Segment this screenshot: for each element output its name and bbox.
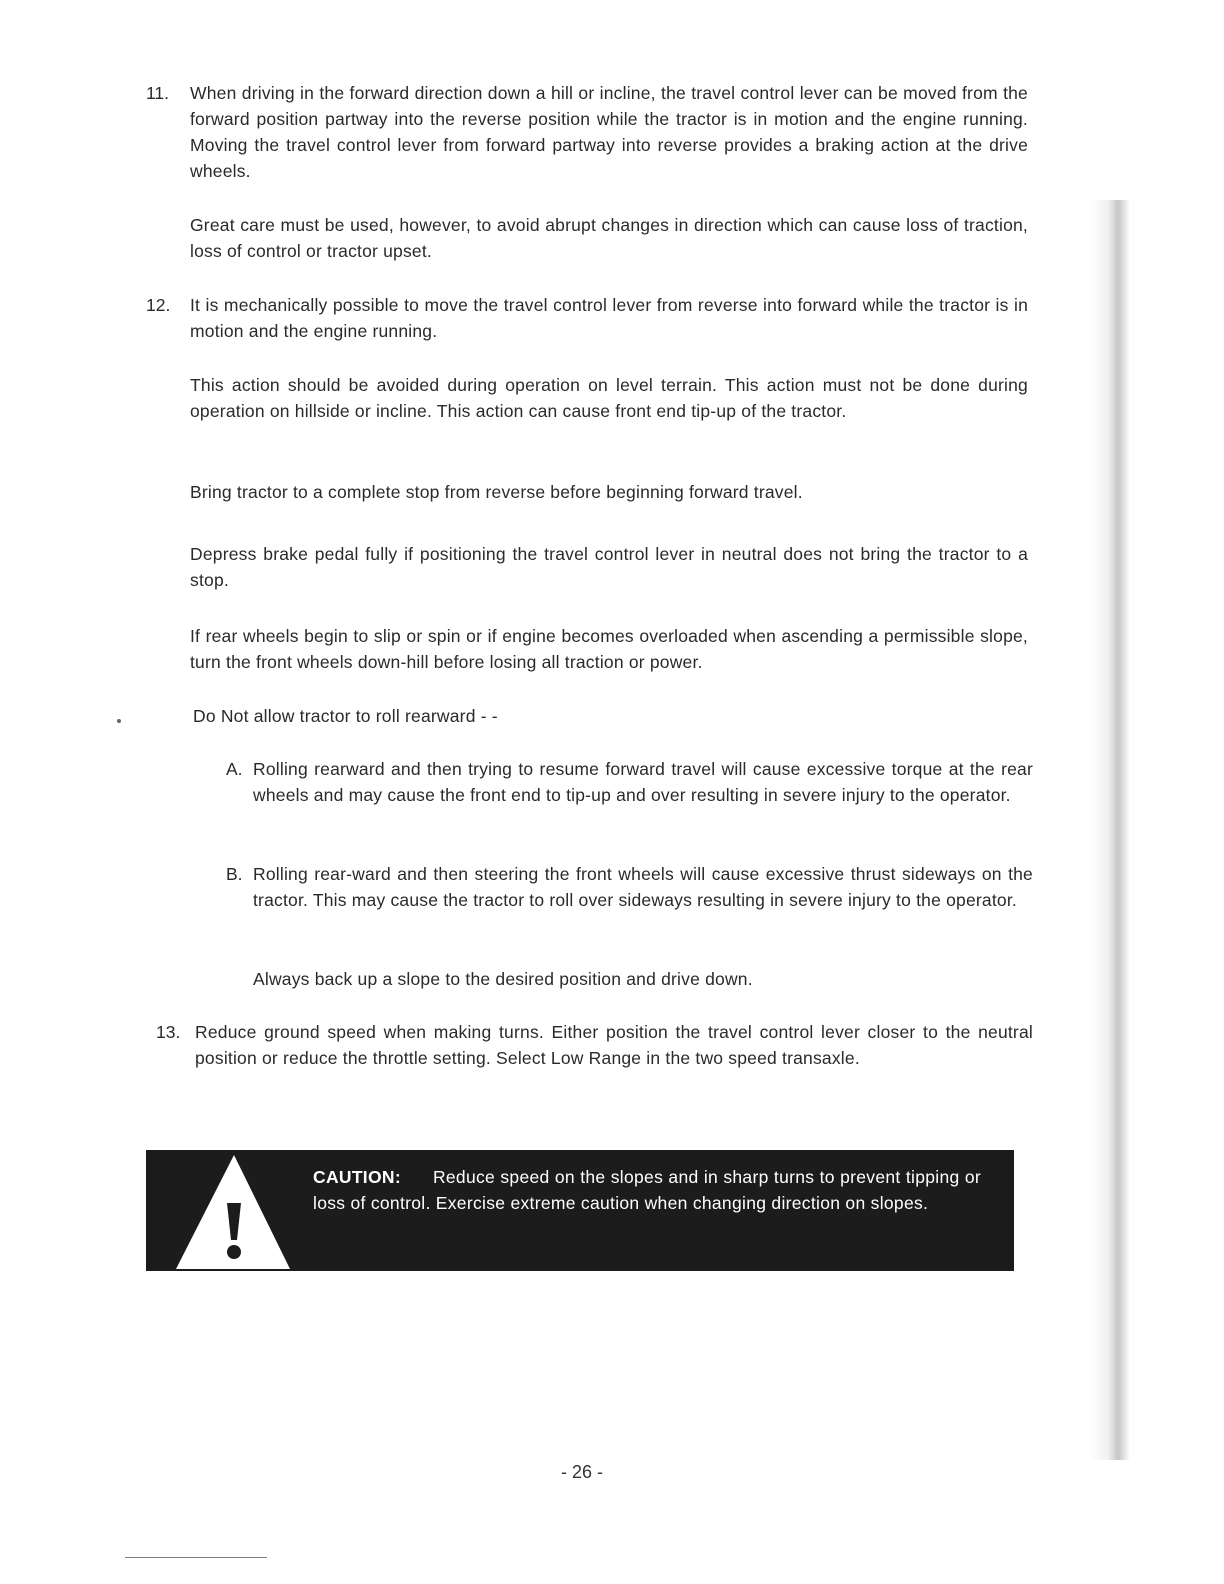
item-paragraph: Reduce ground speed when making turns. Either position the travel control lever closer to the neutral position or reduce the throttle setting. Select Low Range in the two speed transaxle. xyxy=(195,1022,1033,1068)
stray-mark xyxy=(117,719,121,723)
item-paragraph: Depress brake pedal fully if positioning the travel control lever in neutral does not bring the tractor to a stop. xyxy=(190,544,1028,590)
subitem-letter: B. xyxy=(226,864,243,884)
item-paragraph: If rear wheels begin to slip or spin or if engine becomes overloaded when ascending a permissible slope, turn the front wheels down-hill before losing all traction or power. xyxy=(190,626,1028,672)
footer-rule xyxy=(125,1557,267,1558)
caution-message xyxy=(313,1164,981,1216)
item-number: 13. xyxy=(156,1022,181,1042)
caution-label: CAUTION: xyxy=(313,1167,401,1187)
item-paragraph: This action should be avoided during operation on level terrain. This action must not be done during operation on hillside or incline. This action can cause front end tip-up of the tractor. xyxy=(190,375,1028,421)
item-closing: Always back up a slope to the desired position and drive down. xyxy=(253,969,753,989)
page-binding-shadow xyxy=(1090,200,1130,1460)
subitem-text: Rolling rearward and then trying to resume forward travel will cause excessive torque at the rear wheels and may cause the front end to tip-up and over resulting in severe injury to the operator. xyxy=(253,759,1033,805)
caution-box xyxy=(146,1150,1014,1271)
item-paragraph: Bring tractor to a complete stop from reverse before beginning forward travel. xyxy=(190,482,803,502)
page-number: - 26 - xyxy=(560,1462,603,1482)
item-number: 12. xyxy=(146,295,171,315)
item-paragraph: When driving in the forward direction down a hill or incline, the travel control lever can be moved from the forward position partway into the reverse position while the tractor is in motion and the engine running. Moving the travel control lever from forward partway into reverse provides a braking action at the drive wheels. xyxy=(190,83,1028,181)
subitem-text: Rolling rear-ward and then steering the front wheels will cause excessive thrust sideways on the tractor. This may cause the tractor to roll over sideways resulting in severe injury to the operator. xyxy=(253,864,1033,910)
item-paragraph: It is mechanically possible to move the travel control lever from reverse into forward while the tractor is in motion and the engine running. xyxy=(190,295,1028,341)
item-number: 11. xyxy=(146,83,170,103)
item-paragraph: Do Not allow tractor to roll rearward - - xyxy=(193,706,498,726)
warning-triangle-icon xyxy=(172,1153,292,1269)
item-paragraph: Great care must be used, however, to avoid abrupt changes in direction which can cause loss of traction, loss of control or tractor upset. xyxy=(190,215,1028,261)
subitem-letter: A. xyxy=(226,759,243,779)
caution-text: Reduce speed on the slopes and in sharp turns to prevent tipping or loss of control. Exercise extreme caution when changing direction on slopes. xyxy=(313,1167,981,1213)
